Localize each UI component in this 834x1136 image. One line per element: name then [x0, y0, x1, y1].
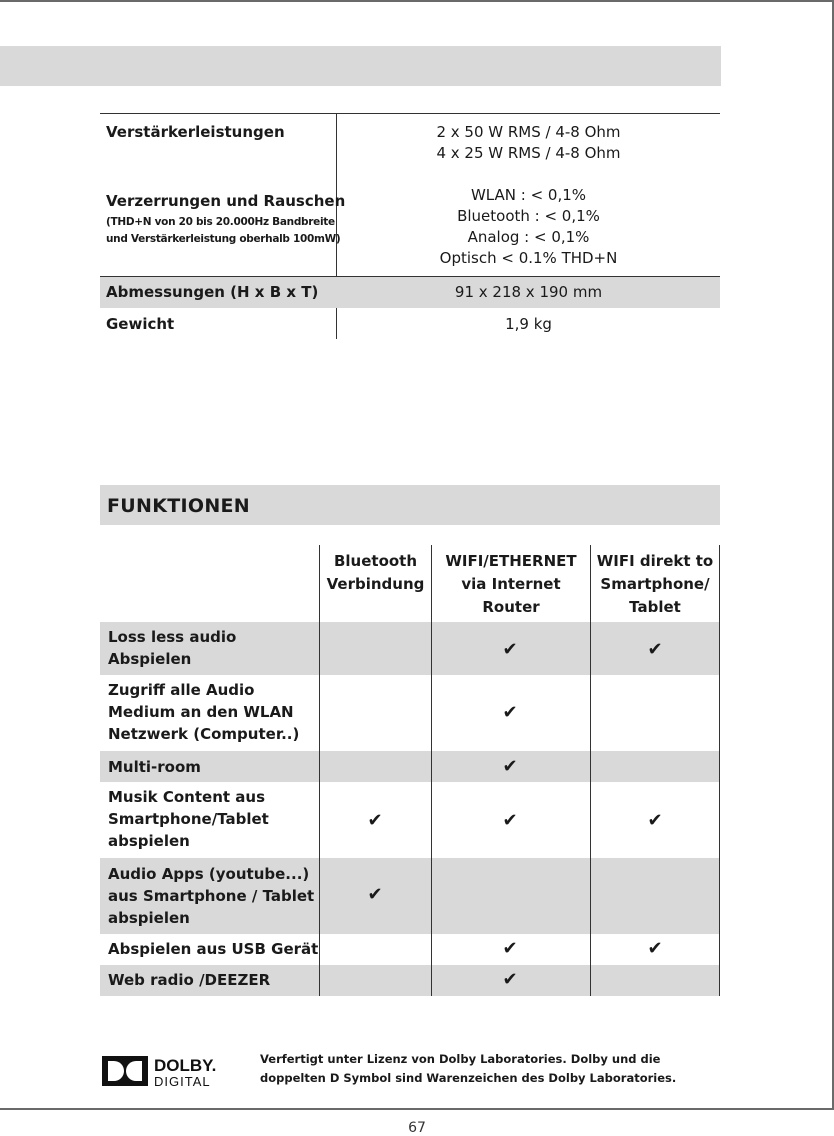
row-label-audio-apps	[108, 863, 314, 929]
check-icon: ✔	[502, 756, 518, 777]
column-header-line: WIFI direkt to	[596, 552, 714, 570]
check-icon: ✔	[502, 702, 518, 723]
row-label-music-content	[108, 786, 269, 852]
column-header-bluetooth	[320, 550, 431, 596]
check-icon: ✔	[367, 810, 383, 831]
page-frame-bottom	[0, 1108, 834, 1110]
column-header-line: via Internet	[461, 575, 561, 593]
distortion-value-wlan: WLAN : < 0,1%	[470, 186, 587, 204]
specs-top-rule	[100, 113, 720, 114]
page-number: 67	[408, 1120, 426, 1136]
row-label-line: abspielen	[108, 909, 190, 927]
dimensions-value: 91 x 218 x 190 mm	[454, 283, 603, 301]
row-label-line: Web radio /DEEZER	[108, 971, 271, 989]
weight-value: 1,9 kg	[505, 315, 552, 333]
check-icon: ✔	[647, 938, 663, 959]
check-icon: ✔	[502, 969, 518, 990]
distortion-note-1: (THD+N von 20 bis 20.000Hz Bandbreite	[106, 216, 335, 228]
distortion-value-optical: Optisch < 0.1% THD+N	[439, 249, 618, 267]
column-header-line: Verbindung	[326, 575, 425, 593]
dolby-notice	[260, 1050, 700, 1088]
functions-title: FUNKTIONEN	[107, 495, 250, 517]
check-icon: ✔	[367, 884, 383, 905]
weight-label: Gewicht	[106, 315, 175, 333]
row-label-line: Smartphone/Tablet	[108, 810, 269, 828]
dolby-logo-word: DOLBY.	[154, 1056, 217, 1075]
column-header-wifi-router	[432, 550, 590, 619]
dolby-notice-line: Verfertigt unter Lizenz von Dolby Laboratories. Dolby und die	[260, 1052, 661, 1066]
column-header-line: Smartphone/	[600, 575, 710, 593]
dolby-logo-sub: DIGITAL	[154, 1074, 211, 1089]
row-label-line: Abspielen aus USB Gerät	[108, 940, 319, 958]
check-icon: ✔	[502, 639, 518, 660]
column-divider	[319, 545, 320, 996]
row-label-line: Abspielen	[108, 650, 192, 668]
amp-label: Verstärkerleistungen	[106, 123, 285, 141]
distortion-value-bluetooth: Bluetooth : < 0,1%	[457, 207, 600, 225]
header-band	[0, 46, 721, 86]
amp-value-1: 2 x 50 W RMS / 4-8 Ohm	[436, 123, 621, 141]
column-header-line: Tablet	[629, 598, 681, 616]
dolby-digital-logo	[102, 1053, 232, 1089]
column-header-line: Router	[482, 598, 540, 616]
row-label-line: Medium an den WLAN	[108, 703, 294, 721]
column-divider	[719, 545, 720, 996]
column-header-line: Bluetooth	[333, 552, 418, 570]
row-label-wlan-access	[108, 679, 299, 745]
page-frame-top	[0, 0, 834, 2]
check-icon: ✔	[647, 639, 663, 660]
row-label-line: abspielen	[108, 832, 190, 850]
distortion-value-analog: Analog : < 0,1%	[467, 228, 590, 246]
row-label-line: Audio Apps (youtube...)	[108, 865, 310, 883]
dolby-notice-line: doppelten D Symbol sind Warenzeichen des Dolby Laboratories.	[260, 1071, 677, 1085]
row-label-line: Loss less audio	[108, 628, 237, 646]
dimensions-label: Abmessungen (H x B x T)	[106, 283, 319, 301]
distortion-label: Verzerrungen und Rauschen	[106, 192, 346, 210]
row-label-line: aus Smartphone / Tablet	[108, 887, 315, 905]
row-label-multiroom	[108, 756, 201, 778]
check-icon: ✔	[647, 810, 663, 831]
row-label-lossless	[108, 626, 236, 670]
column-header-line: WIFI/ETHERNET	[445, 552, 577, 570]
column-header-wifi-direct	[591, 550, 719, 619]
row-label-line: Netzwerk (Computer..)	[108, 725, 300, 743]
row-label-usb	[108, 938, 318, 960]
amp-value-2: 4 x 25 W RMS / 4-8 Ohm	[436, 144, 621, 162]
check-icon: ✔	[502, 810, 518, 831]
functions-heading-bar	[100, 485, 720, 525]
row-label-line: Multi-room	[108, 758, 201, 776]
check-icon: ✔	[502, 938, 518, 959]
distortion-note-2: und Verstärkerleistung oberhalb 100mW)	[106, 233, 341, 245]
row-label-line: Zugriff alle Audio	[108, 681, 255, 699]
row-label-webradio	[108, 969, 270, 991]
row-label-line: Musik Content aus	[108, 788, 266, 806]
